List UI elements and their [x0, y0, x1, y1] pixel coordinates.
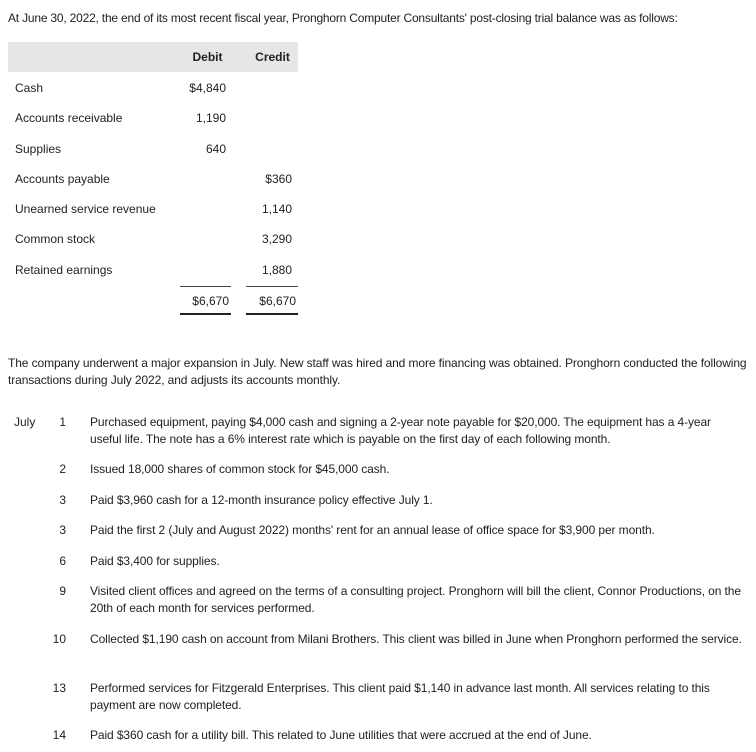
credit-value: $360 [265, 171, 292, 186]
transaction-day: 3 [59, 523, 66, 537]
credit-value: 1,140 [261, 202, 292, 217]
transaction-day: 10 [52, 632, 66, 646]
debit-value: $4,840 [189, 81, 226, 95]
transaction-day: 1 [59, 415, 66, 429]
account-name: Cash [15, 81, 44, 95]
table-row [8, 163, 298, 193]
transaction-description: Paid $3,960 cash for a 12-month insurance policy effective July 1. [90, 493, 433, 507]
account-name: Supplies [15, 141, 62, 156]
table-row [8, 102, 298, 132]
account-name: Unearned service revenue [15, 202, 156, 217]
transaction-month: July [14, 415, 36, 429]
table-row [8, 72, 298, 102]
credit-value: 3,290 [261, 232, 292, 247]
debit-value: 640 [205, 141, 226, 156]
transaction-day: 14 [52, 728, 66, 742]
transaction-description: Paid $3,400 for supplies. [90, 554, 220, 568]
account-name: Accounts receivable [15, 111, 123, 126]
transaction-description: Collected $1,190 cash on account from Milani Brothers. This client was billed in June when Pronghorn performed the service. [90, 632, 742, 646]
table-row [8, 133, 298, 163]
table-row [8, 254, 298, 284]
transaction-description: Performed services for Fitzgerald Enterprises. This client paid $1,140 in advance last month. All services relating to this payment are now completed. [90, 681, 710, 712]
transaction-day: 9 [59, 584, 66, 598]
account-name: Accounts payable [15, 171, 110, 186]
totals-row [8, 284, 298, 318]
trial-balance-table [8, 42, 298, 318]
transaction-day: 6 [59, 554, 66, 568]
table-row [8, 223, 298, 253]
transaction-description: Paid $360 cash for a utility bill. This related to June utilities that were accrued at the end of June. [90, 728, 592, 742]
transaction-description: Purchased equipment, paying $4,000 cash and signing a 2-year note payable for $20,000. The equipment has a 4-year useful life. The note has a 6% interest rate which is payable on the first day of each following month. [90, 415, 711, 446]
debit-total: $6,670 [180, 286, 231, 315]
trial-balance-header [8, 42, 298, 72]
transaction-day: 2 [59, 462, 66, 476]
account-name: Retained earnings [15, 262, 113, 277]
transaction-day: 3 [59, 493, 66, 507]
transaction-day: 13 [52, 681, 66, 695]
credit-total: $6,670 [246, 286, 298, 315]
transaction-description: Issued 18,000 shares of common stock for $45,000 cash. [90, 462, 390, 476]
credit-value: 1,880 [261, 262, 292, 277]
table-row [8, 193, 298, 223]
debit-value: 1,190 [195, 111, 226, 126]
intro-text: At June 30, 2022, the end of its most recent fiscal year, Pronghorn Computer Consultants' post-closing trial balance was as follows: [8, 11, 678, 25]
transaction-description: Visited client offices and agreed on the terms of a consulting project. Pronghorn will bill the client, Connor Productions, on the 20th of each month for services performed. [90, 584, 741, 615]
expansion-paragraph: The company underwent a major expansion in July. New staff was hired and more financing was obtained. Pronghorn conducted the following transactions during July 2022, and adjusts its accounts monthly. [8, 356, 747, 387]
transaction-description: Paid the first 2 (July and August 2022) months' rent for an annual lease of office space for $3,900 per month. [90, 523, 655, 537]
credit-column-header: Credit [255, 50, 290, 64]
account-name: Common stock [15, 232, 96, 247]
debit-column-header: Debit [192, 50, 223, 64]
